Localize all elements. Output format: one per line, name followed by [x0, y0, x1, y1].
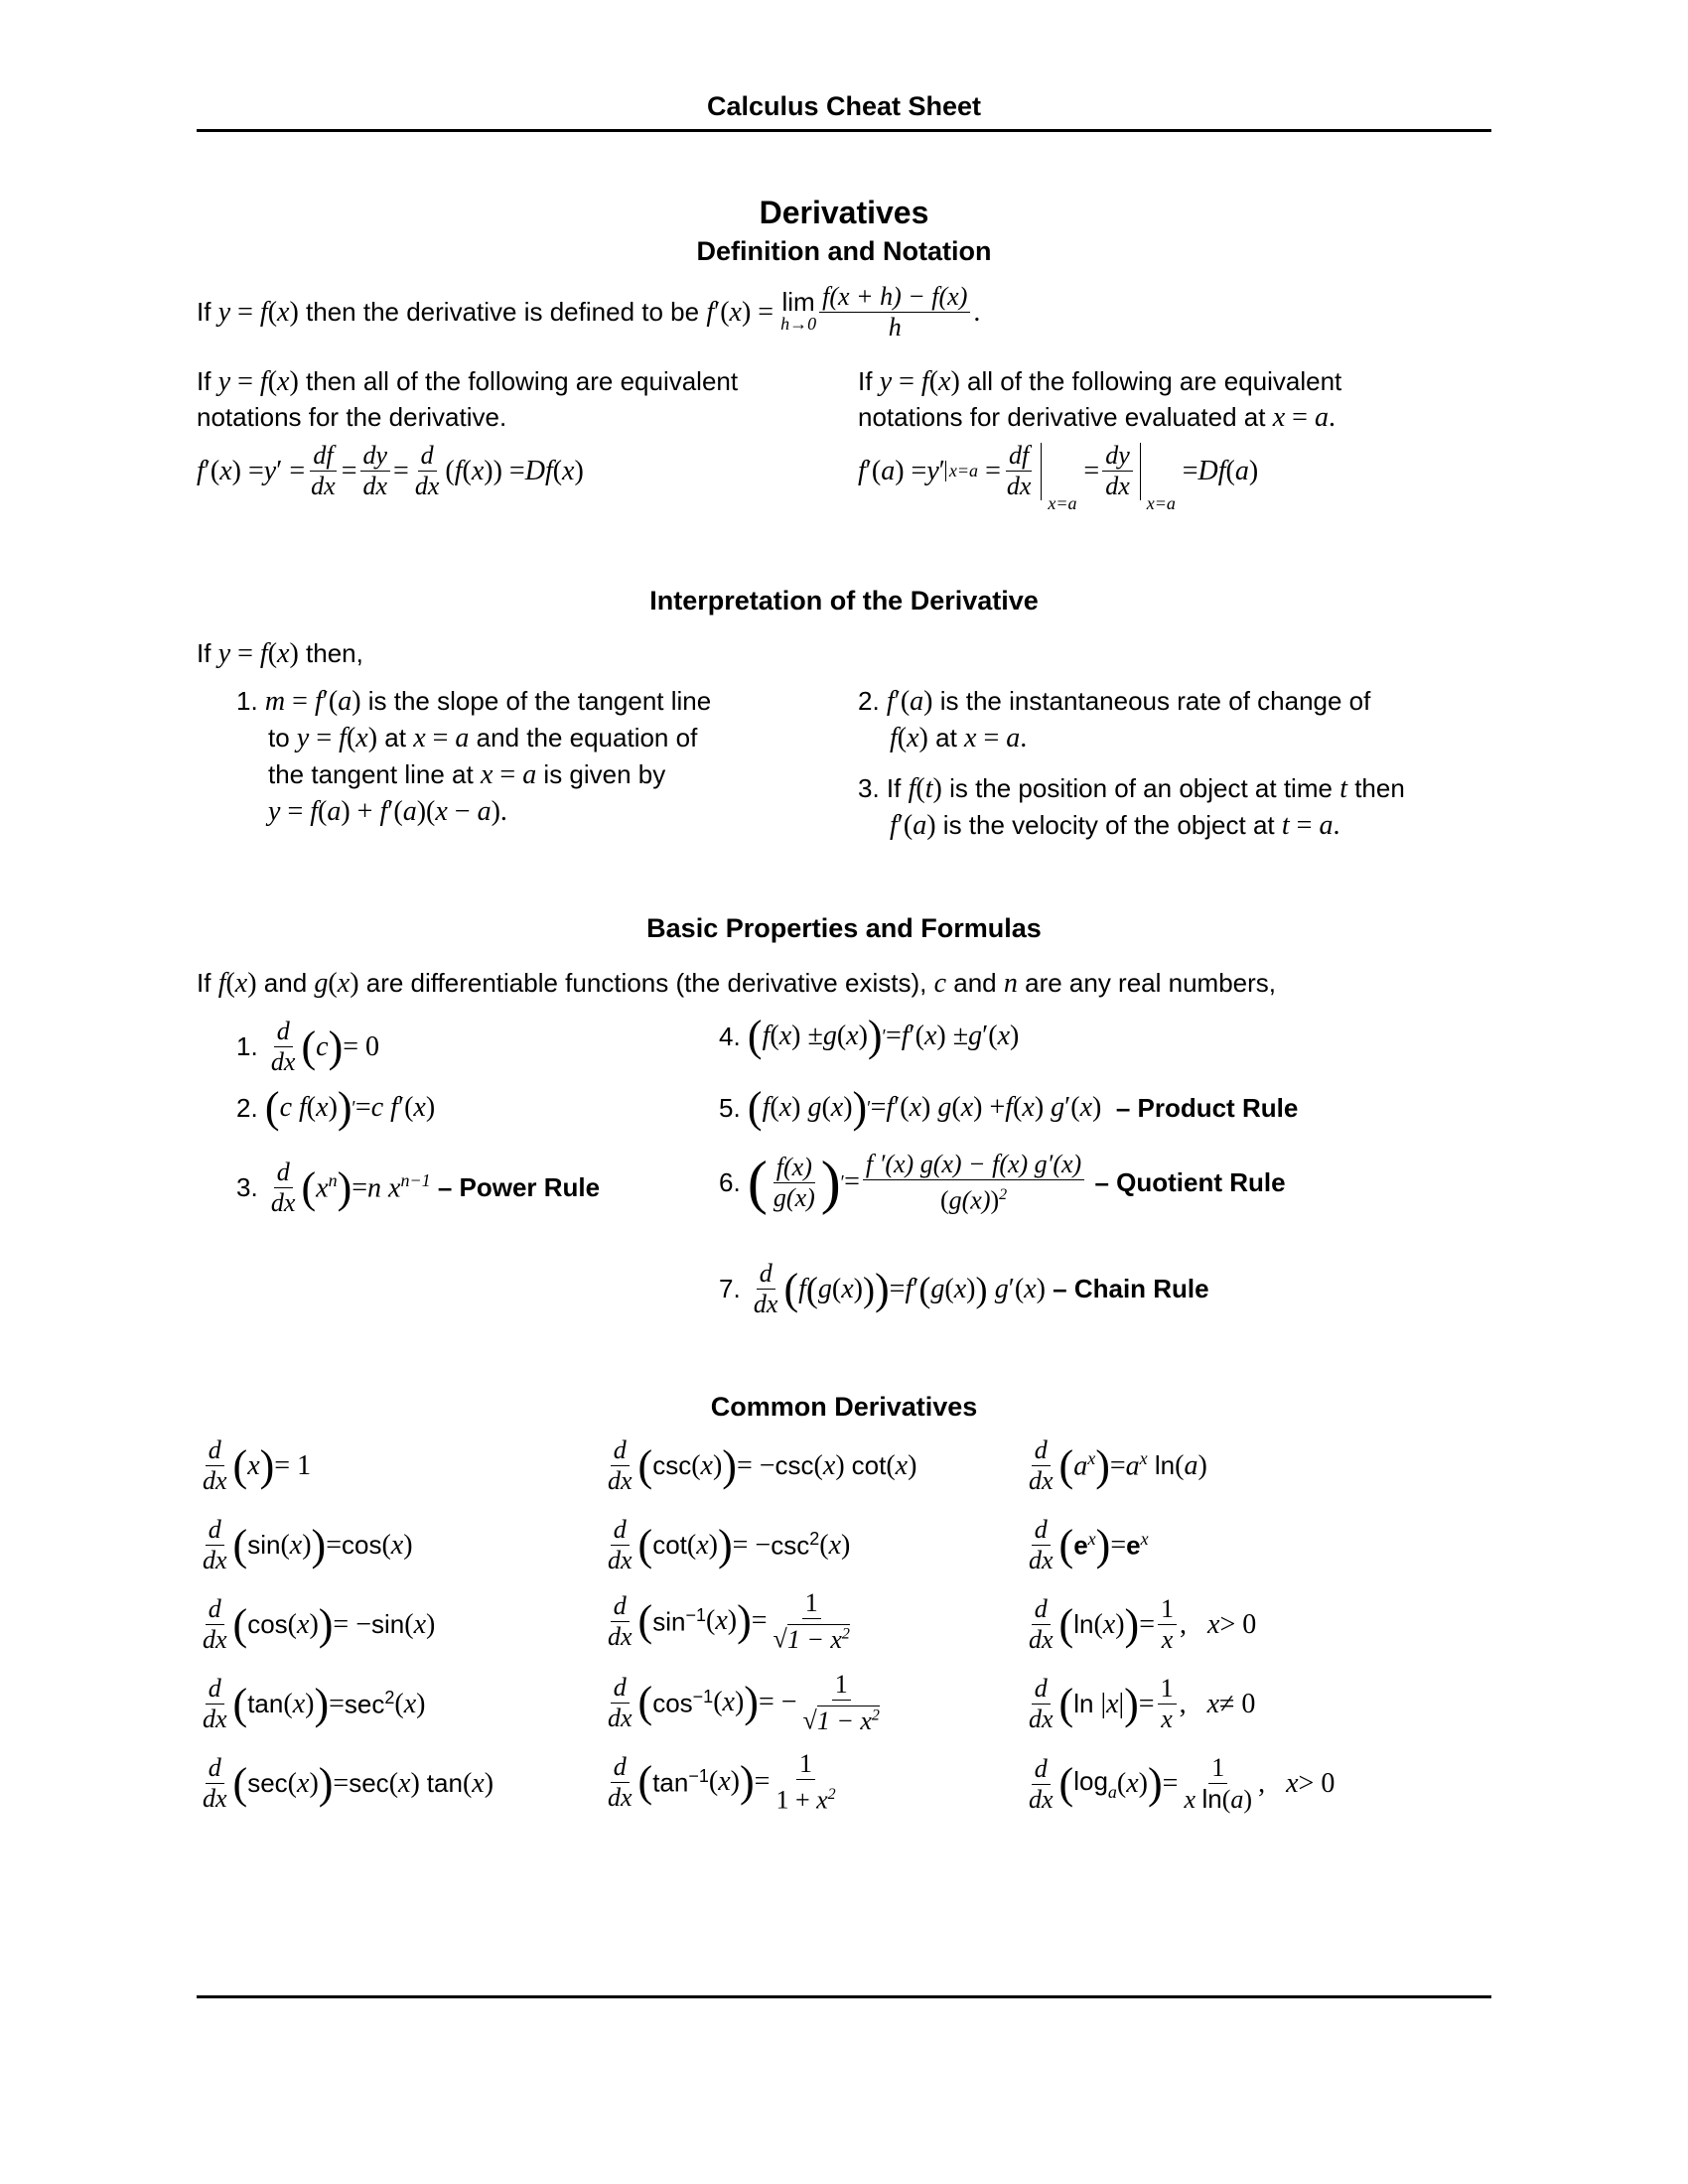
- interpretation-item-1: 1. m = f′(a) is the slope of the tangent line to y = f(x) at x = a and the equation of the tangent line at x = a is given by y = f(a) + f′(a)(x − a).: [236, 686, 712, 827]
- definition-heading: Definition and Notation: [696, 236, 992, 266]
- common-derivative-csc: $\frac{d}{dx}$ ( csc ( x ) ) = − csc ( x ) cot ( x ): [608, 1435, 917, 1495]
- left-notation-formula: f ′( x ) = y ′ = $\frac{df}{dx}$ = $\frac{dy}{dx}$ = $\frac{d}{dx}$ ( f ( x )) = Df ( x ): [197, 441, 584, 500]
- property-3: 3. $\frac{d}{dx}$ ( $x^n$ ) = n $x^{n-1}$ – Power Rule: [236, 1158, 601, 1217]
- property-2: 2. ( c f ( x ) ) ′ = c f ′( x ): [236, 1083, 436, 1132]
- common-derivative-arctan: $\frac{d}{dx}$ ( $\tan^{-1}$ ( x ) ) = $\frac{1}{1 + x^2}$: [608, 1749, 836, 1815]
- left-notation-intro-2: notations for the derivative.: [197, 402, 507, 432]
- common-heading: Common Derivatives: [710, 1392, 978, 1422]
- sheet-title: Calculus Cheat Sheet: [706, 91, 982, 121]
- definition-line: If y = f ( x ) then the derivative is defined to be f ′( x ) = lim h→0 $\frac{f(x + h) - f(x)}{h}$ .: [197, 282, 981, 341]
- top-rule: [197, 129, 1491, 132]
- left-notation-intro-1: If y = f(x) then all of the following are equivalent: [197, 366, 739, 397]
- interpretation-item-3: 3. If f(t) is the position of an object at time t then f′(a) is the velocity of the object at t = a.: [858, 773, 1405, 841]
- right-notation-intro-1: If y = f(x) all of the following are equivalent: [858, 366, 1342, 397]
- common-derivative-sec: $\frac{d}{dx}$ ( sec ( x ) ) = sec ( x ) tan ( x ): [203, 1753, 494, 1813]
- common-derivative-ln: $\frac{d}{dx}$ ( ln ( x ) ) = $\frac{1}{x}$ , x > 0: [1029, 1594, 1257, 1654]
- properties-heading: Basic Properties and Formulas: [646, 913, 1042, 943]
- common-derivative-exp-e: $\frac{d}{dx}$ ( $e^x$ ) = $e^x$: [1029, 1515, 1149, 1574]
- common-derivative-ln-abs: $\frac{d}{dx}$ ( ln | x | ) = $\frac{1}{x}$ , x ≠ 0: [1029, 1674, 1256, 1733]
- interpretation-item-2: 2. f′(a) is the instantaneous rate of change of f(x) at x = a.: [858, 686, 1371, 753]
- difference-quotient: $\frac{f(x + h) - f(x)}{h}$: [819, 282, 970, 342]
- common-derivative-arccos: $\frac{d}{dx}$ ( $\cos^{-1}$ ( x ) ) = − $\frac{1}{√1 - x^2}$: [608, 1670, 880, 1735]
- common-derivative-cot: $\frac{d}{dx}$ ( cot ( x ) ) = − $\csc^2$ ( x ): [608, 1515, 851, 1574]
- property-1: 1. $\frac{d}{dx}$ ( c ) = 0: [236, 1017, 380, 1076]
- right-notation-formula: f ′( a ) = y ′ x=a = $\frac{df}{dx}$ x=a = $\frac{dy}{dx}$ x=a = Df ( a ): [858, 441, 1259, 513]
- property-6: 6. ( $\frac{f(x)}{g(x)}$ ) ′ = $\frac{f '(x) g(x) - f(x) g'(x)}{(g(x))^2}$ – Quotient Rule: [719, 1150, 1286, 1216]
- bottom-rule: [197, 1995, 1491, 1998]
- common-derivative-arcsin: $\frac{d}{dx}$ ( $\sin^{-1}$ ( x ) ) = $\frac{1}{√1 - x^2}$: [608, 1588, 850, 1654]
- right-notation-intro-2: notations for derivative evaluated at x = a.: [858, 402, 1336, 433]
- common-derivative-tan: $\frac{d}{dx}$ ( tan ( x ) ) = $\sec^2$ ( x ): [203, 1674, 426, 1733]
- common-derivative-log-a: $\frac{d}{dx}$ ( $\log_a$ ( x ) ) = $\frac{1}{\text{x ln(a)}}$ , x > 0: [1029, 1753, 1336, 1814]
- common-derivative-sin: $\frac{d}{dx}$ ( sin ( x ) ) = cos ( x ): [203, 1515, 413, 1574]
- property-5: 5. ( f ( x ) g ( x ) ) ′ = f ′( x ) g ( x ) + f ( x ) g ′( x ) – Product Rule: [719, 1083, 1299, 1132]
- common-derivative-x: $\frac{d}{dx}$ ( x ) = 1: [203, 1435, 312, 1495]
- property-4: 4. ( f ( x ) ± g ( x ) ) ′ = f ′( x ) ± g ′( x ): [719, 1012, 1020, 1060]
- common-derivative-cos: $\frac{d}{dx}$ ( cos ( x ) ) = − sin ( x ): [203, 1594, 436, 1654]
- section-title: Derivatives: [759, 195, 929, 230]
- properties-intro: If f(x) and g(x) are differentiable functions (the derivative exists), c and n are any real numbers,: [197, 968, 1277, 999]
- property-7: 7. $\frac{d}{dx}$ ( f ( g ( x ) ) ) = f ′ ( g ( x ) ) g ′( x ) – Chain Rule: [719, 1259, 1209, 1318]
- interpretation-heading: Interpretation of the Derivative: [649, 586, 1039, 615]
- interpretation-intro: If y = f(x) then,: [197, 638, 363, 669]
- common-derivative-exp-a: $\frac{d}{dx}$ ( $a^x$ ) = $a^x$ ln ( a ): [1029, 1435, 1207, 1495]
